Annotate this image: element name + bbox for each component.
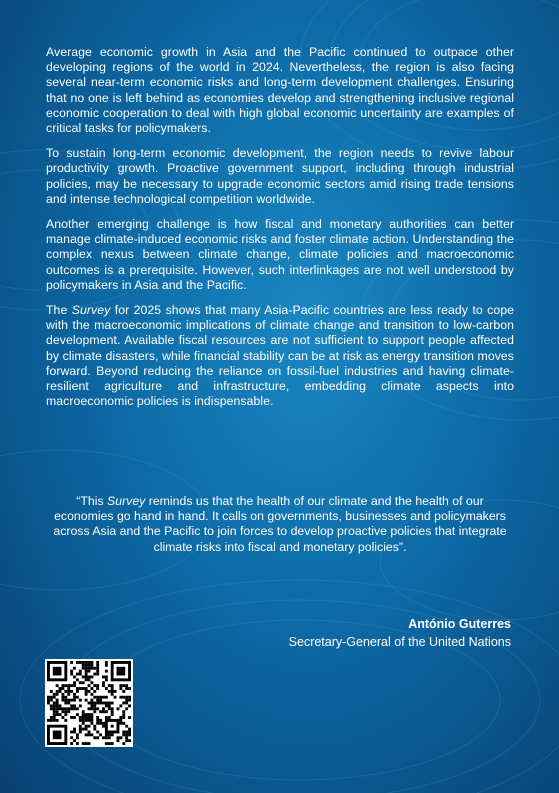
paragraph-4-lead: The xyxy=(46,303,72,318)
paragraph-4-survey-italic: Survey xyxy=(71,303,111,318)
paragraph-1: Average economic growth in Asia and the Pacific continued to outpace other developing regions of the world in 2024. Nevertheless, the region is also facing several near-term economic risks and long-term development challenges. Ensuring that no one is left behind as economies develop and strengthening inclusive regional economic cooperation to deal with high global economic uncertainty are examples of critical tasks for policymakers. xyxy=(46,45,514,136)
quote-rest: reminds us that the health of our climate and the health of our economies go hand in hand. It calls on governments, businesses and policymakers across Asia and the Pacific to join forces to develop proactive policies that integrate climate risks into fiscal and monetary policies”. xyxy=(53,494,507,554)
quote-block xyxy=(46,494,514,555)
qr-code-graphic xyxy=(45,659,133,747)
qr-code xyxy=(45,659,133,747)
paragraph-2: To sustain long-term economic development, the region needs to revive labour productivity growth. Proactive government support, including through industrial policies, may be necessary to upgrade economic sectors amid rising trade tensions and intense technological competition worldwide. xyxy=(46,146,514,206)
quote-lead: “This xyxy=(76,494,108,508)
paragraph-4 xyxy=(46,303,514,409)
paragraph-3: Another emerging challenge is how fiscal and monetary authorities can better manage climate-induced economic risks and foster climate action. Understanding the complex nexus between climate change, climate policies and macroeconomic outcomes is a prerequisite. However, such interlinkages are not well understood by policymakers in Asia and the Pacific. xyxy=(46,217,514,292)
quote-survey-italic: Survey xyxy=(107,494,146,508)
signature-title: Secretary-General of the United Nations xyxy=(288,635,511,649)
signature-name: António Guterres xyxy=(408,617,511,631)
body-text xyxy=(46,45,514,419)
paragraph-4-rest: for 2025 shows that many Asia-Pacific countries are less ready to cope with the macroeconomic implications of climate change and transition to low-carbon development. Available fiscal resources are not sufficient to support people affected by climate disasters, while financial stability can be at risk as energy transition moves forward. Beyond reducing the reliance on fossil-fuel industries and having climate-resilient agriculture and infrastructure, embedding climate aspects into macroeconomic policies is indispensable. xyxy=(46,303,514,409)
